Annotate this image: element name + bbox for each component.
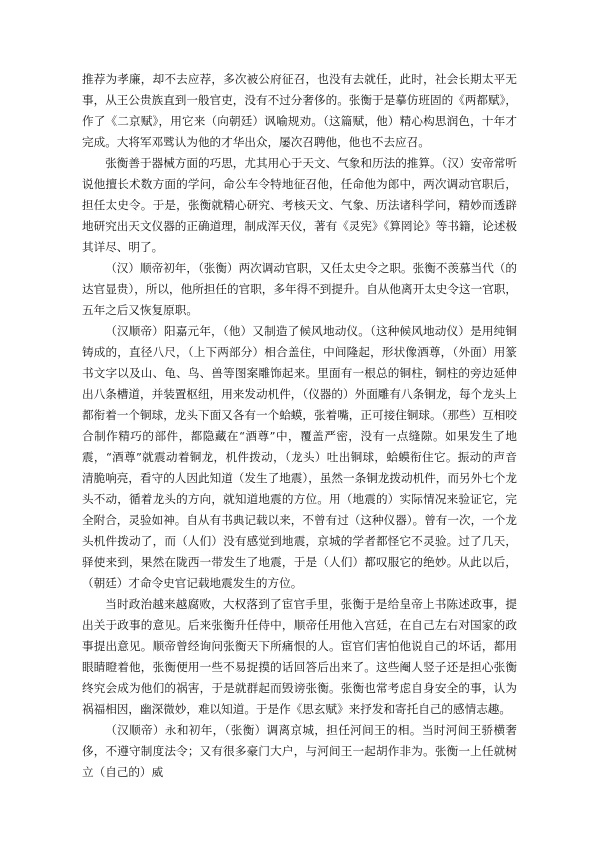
paragraph: （汉顺帝）永和初年，（张衡）调离京城，担任河间王的相。当时河间王骄横奢侈，不遵守制度法令；又有很多豪门大户，与河间王一起胡作非为。张衡一上任就树立（自己的）威: [82, 723, 517, 779]
paragraph: （汉）顺帝初年，（张衡）两次调动官职，又任太史令之职。张衡不羡慕当代（的达官显贵），所以，他所担任的官职，多年得不到提升。自从他离开太史令这一官职，五年之后又恢复原职。: [82, 261, 517, 317]
paragraph: 当时政治越来越腐败，大权落到了宦官手里，张衡于是给皇帝上书陈述政事，提出关于政事的意见。后来张衡升任侍中，顺帝任用他入宫廷，在自己左右对国家的政事提出意见。顺帝曾经询问张衡天下所痛恨的人。宦官们害怕他说自己的坏话，都用眼睛瞪着他，张衡便用一些不易捉摸的话回答后出来了。这些阉人竖子还是担心张衡终究会成为他们的祸害，于是就群起而毁谤张衡。张衡也常考虑自身安全的事，认为祸福相因，幽深微妙，难以知道。于是作《思玄赋》来抒发和寄托自己的感情志趣。: [82, 597, 517, 716]
paragraph: 张衡善于器械方面的巧思，尤其用心于天文、气象和历法的推算。（汉）安帝常听说他擅长术数方面的学问，命公车令特地征召他，任命他为郎中，两次调动官职后，担任太史令。于是，张衡就精心研究、考核天文、气象、历法诸科学问，精妙而透辟地研究出天文仪器的正确道理，制成浑天仪，著有《灵宪》《算罔论》等书籍，论述极其详尽、明了。: [82, 156, 517, 254]
document-body: [82, 69, 517, 783]
paragraph: （汉顺帝）阳嘉元年，（他）又制造了候风地动仪。（这种候风地动仪）是用纯铜铸成的，直径八尺，（上下两部分）相合盖住，中间隆起，形状像酒尊，（外面）用篆书文字以及山、龟、鸟、兽等图案雕饰起来。里面有一根总的铜柱，铜柱的旁边延伸出八条槽道，并装置枢纽，用来发动机件，（仪器的）外面雕有八条铜龙，每个龙头上都衔着一个铜球，龙头下面又各有一个蛤蟆，张着嘴，正可接住铜球。（那些）互相咬合制作精巧的部件，都隐藏在“酒尊”中，覆盖严密，没有一点缝隙。如果发生了地震，“酒尊”就震动着铜龙，机件拨动，（龙头）吐出铜球，蛤蟆衔住它。振动的声音清脆响亮，看守的人因此知道（发生了地震），虽然一条铜龙拨动机件，而另外七个龙头不动，循着龙头的方向，就知道地震的方位。用（地震的）实际情况来验证它，完全附合，灵验如神。自从有书典记载以来，不曾有过（这种仪器）。曾有一次，一个龙头机件拨动了，而（人们）没有感觉到地震，京城的学者都怪它不灵验。过了几天，驿使来到，果然在陇西一带发生了地震，于是（人们）都叹服它的绝妙。从此以后，（朝廷）才命令史官记载地震发生的方位。: [82, 324, 517, 590]
paragraph: 推荐为孝廉，却不去应荐，多次被公府征召，也没有去就任，此时，社会长期太平无事，从王公贵族直到一般官吏，没有不过分奢侈的。张衡于是摹仿班固的《两都赋》，作了《二京赋》，用它来（向朝廷）讽喻规劝。（这篇赋，他）精心构思润色，十年才完成。大将军邓骘认为他的才华出众，屡次召聘他，他也不去应召。: [82, 72, 517, 149]
